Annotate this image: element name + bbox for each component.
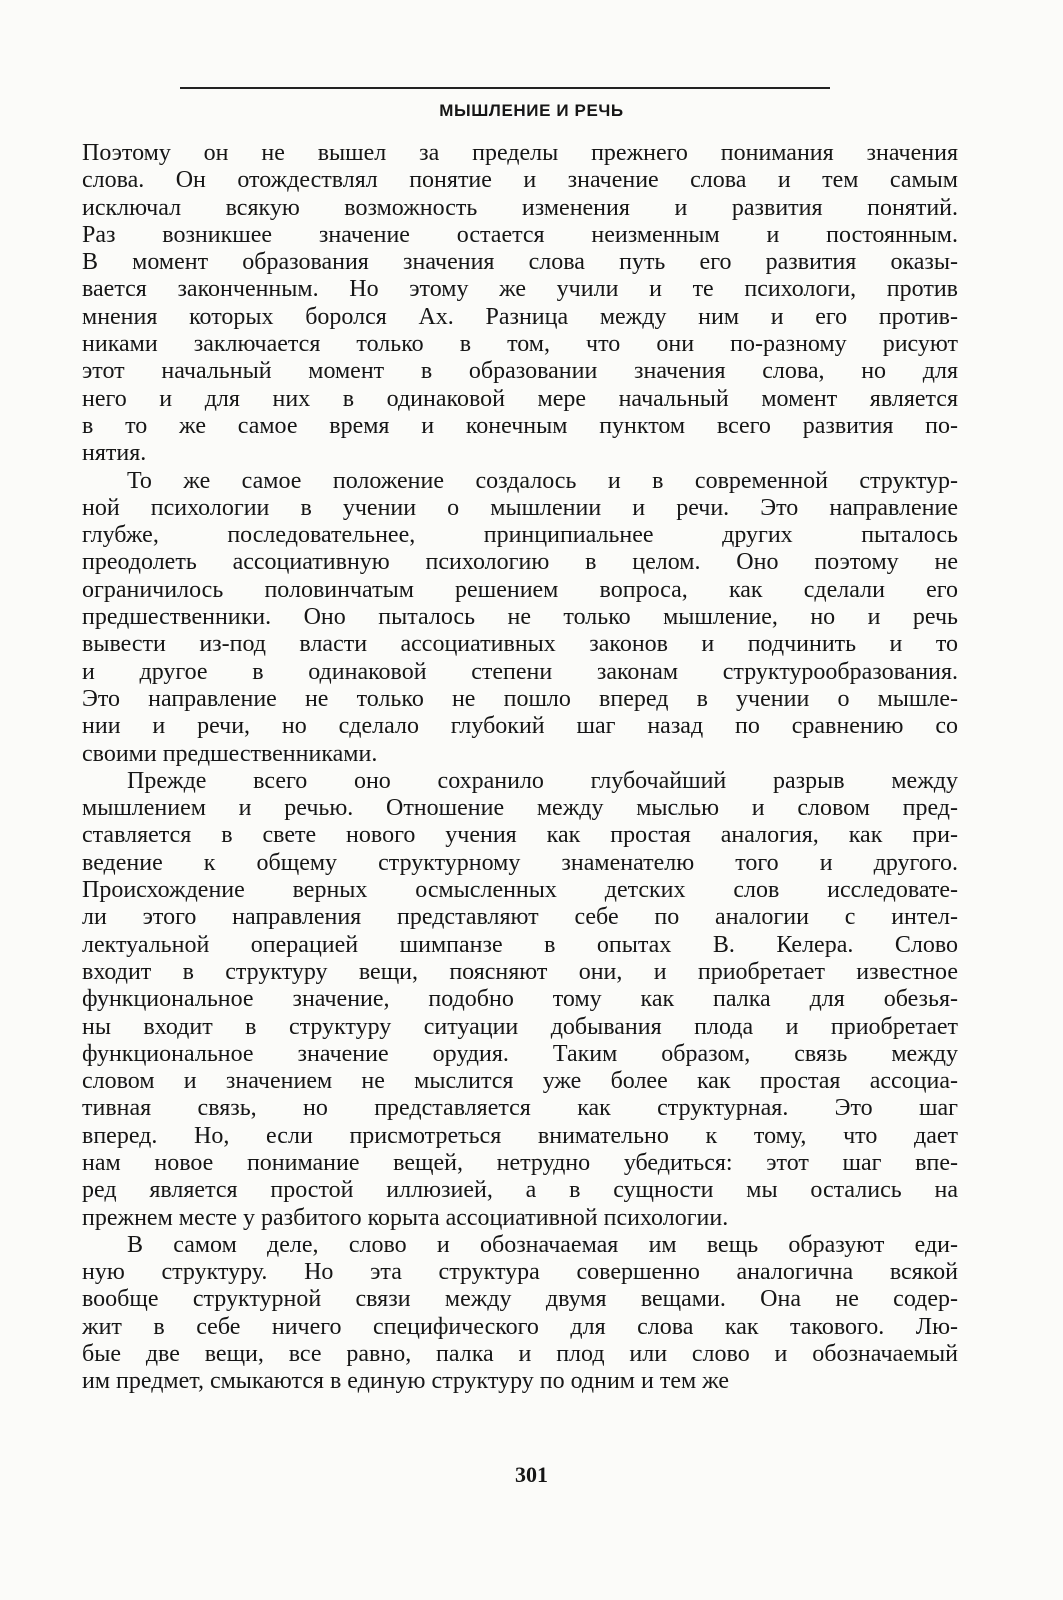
text-line: ли этого направления представляют себе по аналогии с интел- xyxy=(82,904,958,931)
text-line: в то же самое время и конечным пунктом всего развития по- xyxy=(82,412,958,439)
text-line: ной психологии в учении о мышлении и речи. Это направление xyxy=(82,494,958,521)
header-rule xyxy=(180,87,830,89)
text-line: этот начальный момент в образовании значения слова, но для xyxy=(82,358,958,385)
running-title: МЫШЛЕНИЕ И РЕЧЬ xyxy=(439,101,624,120)
text-line: вается законченным. Но этому же учили и те психологи, против xyxy=(82,276,958,303)
text-line: Прежде всего оно сохранило глубочайший разрыв между xyxy=(127,767,958,794)
text-line: ны входит в структуру ситуации добывания плода и приобретает xyxy=(82,1013,958,1040)
text-line: Поэтому он не вышел за пределы прежнего понимания значения xyxy=(82,140,958,166)
text-line: жит в себе ничего специфического для слова как такового. Лю- xyxy=(82,1313,958,1340)
text-line: нии и речи, но сделало глубокий шаг назад по сравнению со xyxy=(82,713,958,740)
text-line: лектуальной операцией шимпанзе в опытах В. Келера. Слово xyxy=(82,931,958,958)
text-line: функциональное значение, подобно тому как палка для обезья- xyxy=(82,986,958,1013)
text-line: вывести из-под власти ассоциативных законов и подчинить и то xyxy=(82,631,958,658)
paragraph xyxy=(82,768,958,1232)
text-line: ведение к общему структурному знаменателю того и другого. xyxy=(82,849,958,876)
text-line: ную структуру. Но эта структура совершенно аналогична всякой xyxy=(82,1259,958,1286)
text-line: Раз возникшее значение остается неизменным и постоянным. xyxy=(82,221,958,248)
text-line: нятия. xyxy=(82,440,147,467)
text-line: тивная связь, но представляется как структурная. Это шаг xyxy=(82,1095,958,1122)
text-line: функциональное значение орудия. Таким образом, связь между xyxy=(82,1040,958,1067)
body-text xyxy=(82,140,958,1396)
text-line: Это направление не только не пошло вперед в учении о мышле- xyxy=(82,685,958,712)
text-line: исключал всякую возможность изменения и развития понятий. xyxy=(82,194,958,221)
text-line: него и для них в одинаковой мере начальный момент является xyxy=(82,385,958,412)
text-line: ред является простой иллюзией, а в сущности мы остались на xyxy=(82,1177,958,1204)
text-line: В самом деле, слово и обозначаемая им вещь образуют еди- xyxy=(127,1231,958,1258)
text-line: своими предшественниками. xyxy=(82,740,378,767)
text-line: ставляется в свете нового учения как простая аналогия, как при- xyxy=(82,822,958,849)
text-line: нам новое понимание вещей, нетрудно убедиться: этот шаг впе- xyxy=(82,1149,958,1176)
text-line: предшественники. Оно пыталось не только мышление, но и речь xyxy=(82,604,958,631)
text-line: им предмет, смыкаются в единую структуру по одним и тем же xyxy=(82,1368,730,1395)
paragraph xyxy=(82,468,958,768)
text-line: вперед. Но, если присмотреться внимательно к тому, что дает xyxy=(82,1122,958,1149)
text-line: и другое в одинаковой степени законам структурообразования. xyxy=(82,658,958,685)
text-line: мышлением и речью. Отношение между мыслью и словом пред- xyxy=(82,795,958,822)
text-line: словом и значением не мыслится уже более как простая ассоциа- xyxy=(82,1068,958,1095)
text-line: прежнем месте у разбитого корыта ассоциативной психологии. xyxy=(82,1204,729,1231)
paragraph xyxy=(82,140,958,468)
text-line: То же самое положение создалось и в современной структур- xyxy=(127,467,958,494)
text-line: бые две вещи, все равно, палка и плод или слово и обозначаемый xyxy=(82,1341,958,1368)
text-line: преодолеть ассоциативную психологию в целом. Оно поэтому не xyxy=(82,549,958,576)
text-line: мнения которых боролся Ах. Разница между ним и его против- xyxy=(82,303,958,330)
text-line: слова. Он отождествлял понятие и значение слова и тем самым xyxy=(82,167,958,194)
text-line: входит в структуру вещи, поясняют они, и приобретает известное xyxy=(82,958,958,985)
text-line: глубже, последовательнее, принципиальнее других пыталось xyxy=(82,522,958,549)
paragraph xyxy=(82,1232,958,1396)
page-number: 301 xyxy=(515,1462,548,1487)
text-line: вообще структурной связи между двумя вещами. Она не содер- xyxy=(82,1286,958,1313)
text-line: ограничилось половинчатым решением вопроса, как сделали его xyxy=(82,576,958,603)
text-line: В момент образования значения слова путь его развития оказы- xyxy=(82,249,958,276)
text-line: никами заключается только в том, что они по-разному рисуют xyxy=(82,331,958,358)
text-line: Происхождение верных осмысленных детских слов исследовате- xyxy=(82,877,958,904)
